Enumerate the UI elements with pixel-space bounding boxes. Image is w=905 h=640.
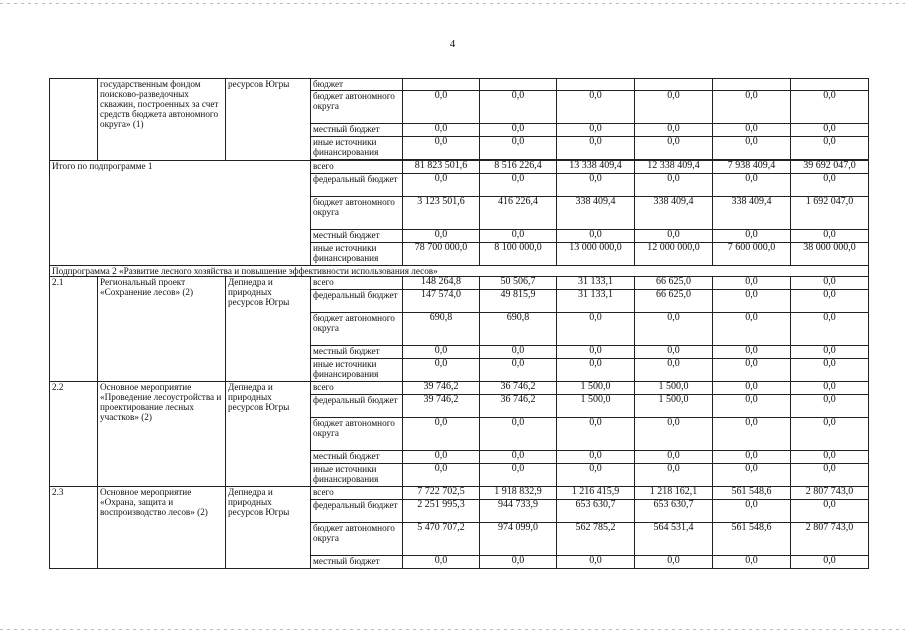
value-cell: 0,0 [635, 556, 713, 569]
value-cell: 1 500,0 [635, 382, 713, 395]
value-cell: 0,0 [713, 418, 791, 451]
value-cell: 49 815,9 [480, 290, 557, 313]
value-cell: 0,0 [557, 137, 635, 160]
value-cell: 13 000 000,0 [557, 243, 635, 266]
value-cell: 690,8 [480, 313, 557, 346]
value-cell: 36 746,2 [480, 382, 557, 395]
value-cell: 3 123 501,6 [403, 197, 480, 230]
value-cell: 78 700 000,0 [403, 243, 480, 266]
budget-table-body [50, 79, 869, 569]
value-cell: 12 338 409,4 [635, 161, 713, 174]
activity-name-cell: Основное мероприятие «Проведение лесоустройства и проектирование лесных участков» (2) [98, 382, 226, 487]
table-row [50, 382, 869, 395]
value-cell: 0,0 [713, 500, 791, 523]
value-cell: 0,0 [791, 556, 869, 569]
value-cell: 0,0 [480, 346, 557, 359]
value-cell: 0,0 [635, 230, 713, 243]
value-cell: 38 000 000,0 [791, 243, 869, 266]
value-cell: 0,0 [713, 230, 791, 243]
value-cell: 7 722 702,5 [403, 487, 480, 500]
value-cell: 81 823 501,6 [403, 161, 480, 174]
value-cell: 0,0 [480, 451, 557, 464]
scan-artifact-bottom [0, 629, 905, 630]
value-cell: 0,0 [557, 556, 635, 569]
value-cell: 0,0 [480, 91, 557, 124]
value-cell: 36 746,2 [480, 395, 557, 418]
value-cell: 0,0 [791, 500, 869, 523]
value-cell: 0,0 [713, 277, 791, 290]
table-row [50, 266, 869, 277]
value-cell: 8 100 000,0 [480, 243, 557, 266]
value-cell: 0,0 [557, 359, 635, 382]
value-cell: 0,0 [480, 359, 557, 382]
value-cell: 0,0 [635, 137, 713, 160]
activity-name-cell: Основное мероприятие «Охрана, защита и воспроизводство лесов» (2) [98, 487, 226, 569]
page-number: 4 [449, 38, 456, 50]
value-cell: 13 338 409,4 [557, 161, 635, 174]
value-cell: 0,0 [791, 137, 869, 160]
value-cell: 1 218 162,1 [635, 487, 713, 500]
value-cell: 7 938 409,4 [713, 161, 791, 174]
value-cell: 2 807 743,0 [791, 523, 869, 556]
value-cell: 1 216 415,9 [557, 487, 635, 500]
source-label: всего [311, 487, 403, 500]
value-cell: 0,0 [480, 464, 557, 487]
value-cell: 0,0 [480, 137, 557, 160]
executor-cell: Депнедра и природных ресурсов Югры [226, 487, 311, 569]
value-cell: 0,0 [403, 174, 480, 197]
table-row [50, 161, 869, 174]
value-cell: 0,0 [713, 137, 791, 160]
source-label: иные источники финансирования [311, 464, 403, 487]
value-cell: 0,0 [403, 346, 480, 359]
source-label: бюджет автономного округа [311, 523, 403, 556]
value-cell: 0,0 [635, 464, 713, 487]
value-cell: 0,0 [557, 418, 635, 451]
value-cell: 0,0 [791, 277, 869, 290]
value-cell: 0,0 [791, 359, 869, 382]
value-cell: 561 548,6 [713, 523, 791, 556]
value-cell: 0,0 [713, 290, 791, 313]
value-cell: 0,0 [635, 174, 713, 197]
value-cell: 0,0 [791, 174, 869, 197]
value-cell: 0,0 [403, 124, 480, 137]
value-cell: 0,0 [791, 464, 869, 487]
value-cell: 8 516 226,4 [480, 161, 557, 174]
value-cell: 0,0 [557, 451, 635, 464]
executor-cell: Депнедра и природных ресурсов Югры [226, 277, 311, 382]
value-cell: 0,0 [635, 359, 713, 382]
value-cell: 1 500,0 [557, 395, 635, 418]
value-cell: 0,0 [403, 137, 480, 160]
value-cell: 0,0 [791, 418, 869, 451]
value-cell: 562 785,2 [557, 523, 635, 556]
value-cell: 338 409,4 [635, 197, 713, 230]
value-cell: 653 630,7 [557, 500, 635, 523]
value-cell: 1 918 832,9 [480, 487, 557, 500]
value-cell: 0,0 [713, 174, 791, 197]
source-label: бюджет автономного округа [311, 197, 403, 230]
value-cell: 66 625,0 [635, 277, 713, 290]
value-cell: 5 470 707,2 [403, 523, 480, 556]
value-cell: 0,0 [403, 418, 480, 451]
row-number-cell [50, 79, 98, 161]
value-cell: 0,0 [635, 451, 713, 464]
value-cell: 0,0 [635, 346, 713, 359]
value-cell: 0,0 [791, 91, 869, 124]
value-cell: 0,0 [403, 556, 480, 569]
source-label: федеральный бюджет [311, 290, 403, 313]
value-cell: 0,0 [557, 313, 635, 346]
scan-artifact-top [0, 3, 905, 4]
value-cell: 0,0 [480, 556, 557, 569]
source-label: федеральный бюджет [311, 500, 403, 523]
value-cell: 0,0 [791, 230, 869, 243]
value-cell: 0,0 [557, 174, 635, 197]
activity-name-cell: государственным фондом поисково-разведочных скважин, построенных за счет средств бюджета автономного округа» (1) [98, 79, 226, 161]
source-label: иные источники финансирования [311, 359, 403, 382]
value-cell: 0,0 [480, 124, 557, 137]
source-label: бюджет автономного округа [311, 91, 403, 124]
source-label: местный бюджет [311, 124, 403, 137]
value-cell: 2 807 743,0 [791, 487, 869, 500]
value-cell: 50 506,7 [480, 277, 557, 290]
value-cell: 974 099,0 [480, 523, 557, 556]
value-cell: 0,0 [557, 91, 635, 124]
source-label: бюджет автономного округа [311, 418, 403, 451]
value-cell: 564 531,4 [635, 523, 713, 556]
value-cell: 0,0 [403, 464, 480, 487]
value-cell: 944 733,9 [480, 500, 557, 523]
activity-name-cell: Региональный проект «Сохранение лесов» (2) [98, 277, 226, 382]
value-cell: 0,0 [635, 313, 713, 346]
value-cell: 0,0 [713, 91, 791, 124]
value-cell: 39 692 047,0 [791, 161, 869, 174]
executor-cell: Депнедра и природных ресурсов Югры [226, 382, 311, 487]
source-label: всего [311, 382, 403, 395]
value-cell: 0,0 [713, 451, 791, 464]
source-label: иные источники финансирования [311, 243, 403, 266]
source-label: федеральный бюджет [311, 174, 403, 197]
value-cell: 0,0 [480, 174, 557, 197]
value-cell: 338 409,4 [713, 197, 791, 230]
value-cell: 31 133,1 [557, 290, 635, 313]
value-cell: 0,0 [403, 230, 480, 243]
value-cell: 0,0 [557, 124, 635, 137]
value-cell: 561 548,6 [713, 487, 791, 500]
row-number-cell: 2.2 [50, 382, 98, 487]
value-cell: 0,0 [791, 124, 869, 137]
row-number-cell: 2.3 [50, 487, 98, 569]
value-cell: 0,0 [713, 464, 791, 487]
table-row [50, 277, 869, 290]
value-cell: 653 630,7 [635, 500, 713, 523]
value-cell: 2 251 995,3 [403, 500, 480, 523]
value-cell: 0,0 [635, 124, 713, 137]
value-cell: 66 625,0 [635, 290, 713, 313]
subtotal-label: Итого по подпрограмме 1 [50, 161, 311, 266]
value-cell: 0,0 [635, 418, 713, 451]
source-label: бюджет [311, 79, 403, 91]
value-cell: 0,0 [713, 556, 791, 569]
value-cell: 31 133,1 [557, 277, 635, 290]
value-cell: 0,0 [557, 230, 635, 243]
value-cell: 1 692 047,0 [791, 197, 869, 230]
table-row [50, 79, 869, 91]
source-label: иные источники финансирования [311, 137, 403, 160]
source-label: местный бюджет [311, 346, 403, 359]
value-cell: 416 226,4 [480, 197, 557, 230]
source-label: бюджет автономного округа [311, 313, 403, 346]
value-cell: 0,0 [635, 91, 713, 124]
value-cell: 0,0 [791, 395, 869, 418]
subprogram-title: Подпрограмма 2 «Развитие лесного хозяйства и повышение эффективности использования лесов» [50, 266, 869, 277]
source-label: местный бюджет [311, 451, 403, 464]
source-label: местный бюджет [311, 230, 403, 243]
value-cell: 0,0 [791, 290, 869, 313]
value-cell: 1 500,0 [557, 382, 635, 395]
value-cell: 0,0 [557, 346, 635, 359]
value-cell: 0,0 [791, 346, 869, 359]
value-cell: 0,0 [791, 313, 869, 346]
value-cell: 338 409,4 [557, 197, 635, 230]
value-cell: 0,0 [713, 382, 791, 395]
value-cell: 0,0 [403, 91, 480, 124]
value-cell: 7 600 000,0 [713, 243, 791, 266]
source-label: всего [311, 161, 403, 174]
value-cell: 0,0 [403, 359, 480, 382]
value-cell: 0,0 [403, 451, 480, 464]
value-cell: 0,0 [713, 313, 791, 346]
value-cell: 0,0 [713, 395, 791, 418]
value-cell: 1 500,0 [635, 395, 713, 418]
source-label: местный бюджет [311, 556, 403, 569]
value-cell: 0,0 [480, 230, 557, 243]
value-cell: 0,0 [480, 418, 557, 451]
value-cell: 39 746,2 [403, 382, 480, 395]
value-cell: 148 264,8 [403, 277, 480, 290]
table-row [50, 487, 869, 500]
source-label: всего [311, 277, 403, 290]
value-cell: 147 574,0 [403, 290, 480, 313]
budget-table [49, 78, 869, 569]
row-number-cell: 2.1 [50, 277, 98, 382]
value-cell: 0,0 [713, 359, 791, 382]
value-cell: 0,0 [557, 464, 635, 487]
value-cell: 39 746,2 [403, 395, 480, 418]
executor-cell: ресурсов Югры [226, 79, 311, 161]
source-label: федеральный бюджет [311, 395, 403, 418]
value-cell: 12 000 000,0 [635, 243, 713, 266]
value-cell: 0,0 [713, 346, 791, 359]
value-cell: 0,0 [791, 451, 869, 464]
value-cell: 0,0 [791, 382, 869, 395]
value-cell: 0,0 [713, 124, 791, 137]
value-cell: 690,8 [403, 313, 480, 346]
